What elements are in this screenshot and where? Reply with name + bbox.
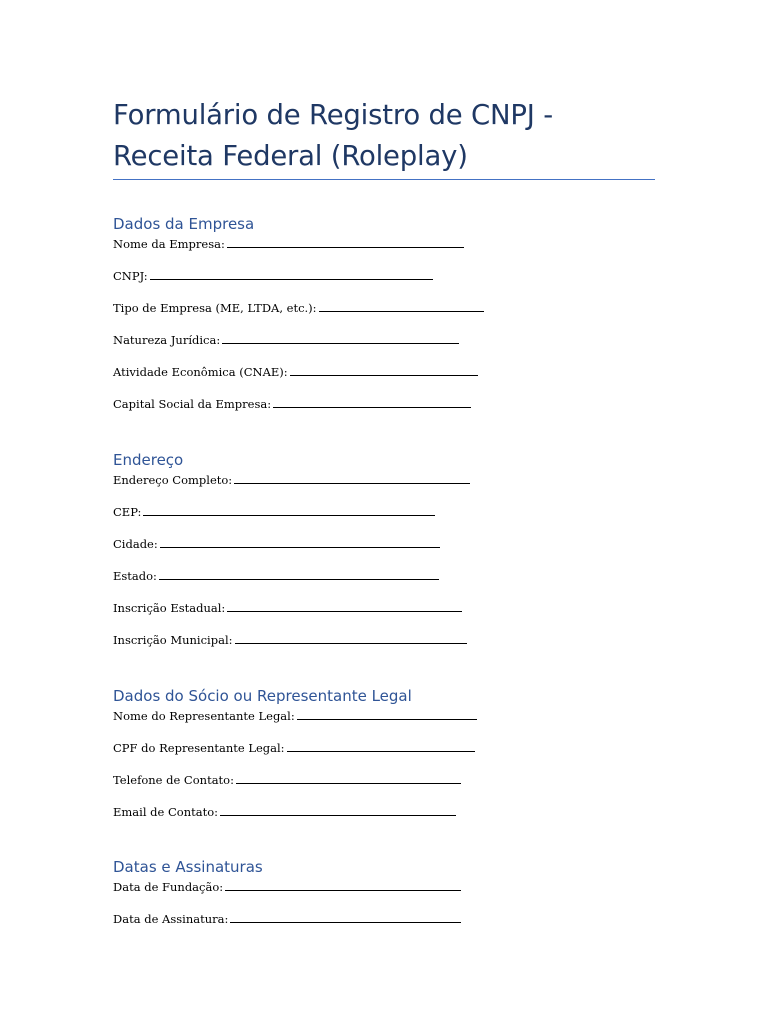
title-divider bbox=[113, 179, 655, 180]
blank-line[interactable] bbox=[143, 515, 435, 516]
section-heading: Endereço bbox=[113, 451, 184, 469]
field-nome-do-representante bbox=[113, 708, 655, 740]
field-natureza-juridica bbox=[113, 332, 655, 364]
field-inscricao-municipal bbox=[113, 632, 655, 664]
blank-line[interactable] bbox=[287, 751, 475, 752]
field-label: Endereço Completo: bbox=[113, 473, 233, 487]
field-label: Cidade: bbox=[113, 537, 158, 551]
field-label: Capital Social da Empresa: bbox=[113, 397, 272, 411]
field-estado bbox=[113, 568, 655, 600]
section-endereco bbox=[113, 448, 655, 664]
blank-line[interactable] bbox=[227, 611, 462, 612]
field-data-de-fundacao bbox=[113, 879, 655, 911]
field-label: Email de Contato: bbox=[113, 805, 219, 819]
section-dados-do-socio bbox=[113, 684, 655, 836]
blank-line[interactable] bbox=[297, 719, 477, 720]
section-heading: Dados do Sócio ou Representante Legal bbox=[113, 687, 412, 705]
field-label: CNPJ: bbox=[113, 269, 148, 283]
document-title-line-2: Receita Federal (Roleplay) bbox=[113, 140, 468, 172]
document-title bbox=[113, 95, 655, 177]
field-label: Data de Assinatura: bbox=[113, 912, 229, 926]
section-heading: Datas e Assinaturas bbox=[113, 858, 263, 876]
field-label: Natureza Jurídica: bbox=[113, 333, 221, 347]
blank-line[interactable] bbox=[159, 579, 439, 580]
field-label: Inscrição Estadual: bbox=[113, 601, 226, 615]
field-label: Telefone de Contato: bbox=[113, 773, 234, 787]
field-capital-social bbox=[113, 396, 655, 428]
section-heading: Dados da Empresa bbox=[113, 215, 255, 233]
field-cnpj bbox=[113, 268, 655, 300]
field-label: Atividade Econômica (CNAE): bbox=[113, 365, 288, 379]
blank-line[interactable] bbox=[235, 643, 467, 644]
field-cidade bbox=[113, 536, 655, 568]
field-telefone-de-contato bbox=[113, 772, 655, 804]
field-tipo-de-empresa bbox=[113, 300, 655, 332]
blank-line[interactable] bbox=[290, 375, 478, 376]
blank-line[interactable] bbox=[225, 890, 461, 891]
blank-line[interactable] bbox=[273, 407, 471, 408]
section-dados-da-empresa bbox=[113, 212, 655, 428]
section-datas-e-assinaturas bbox=[113, 855, 655, 943]
field-inscricao-estadual bbox=[113, 600, 655, 632]
field-label: CEP: bbox=[113, 505, 142, 519]
field-label: Inscrição Municipal: bbox=[113, 633, 233, 647]
blank-line[interactable] bbox=[160, 547, 440, 548]
field-label: Nome da Empresa: bbox=[113, 237, 225, 251]
blank-line[interactable] bbox=[150, 279, 433, 280]
field-cep bbox=[113, 504, 655, 536]
field-label: Data de Fundação: bbox=[113, 880, 224, 894]
document-title-line-1: Formulário de Registro de CNPJ - bbox=[113, 99, 553, 131]
field-endereco-completo bbox=[113, 472, 655, 504]
field-nome-da-empresa bbox=[113, 236, 655, 268]
field-data-de-assinatura bbox=[113, 911, 655, 943]
field-label: Nome do Representante Legal: bbox=[113, 709, 295, 723]
blank-line[interactable] bbox=[222, 343, 459, 344]
field-label: Estado: bbox=[113, 569, 157, 583]
blank-line[interactable] bbox=[230, 922, 461, 923]
blank-line[interactable] bbox=[220, 815, 456, 816]
blank-line[interactable] bbox=[234, 483, 470, 484]
field-cpf-do-representante bbox=[113, 740, 655, 772]
field-atividade-economica bbox=[113, 364, 655, 396]
field-label: Tipo de Empresa (ME, LTDA, etc.): bbox=[113, 301, 317, 315]
field-label: CPF do Representante Legal: bbox=[113, 741, 285, 755]
blank-line[interactable] bbox=[319, 311, 484, 312]
blank-line[interactable] bbox=[236, 783, 461, 784]
blank-line[interactable] bbox=[227, 247, 464, 248]
field-email-de-contato bbox=[113, 804, 655, 836]
